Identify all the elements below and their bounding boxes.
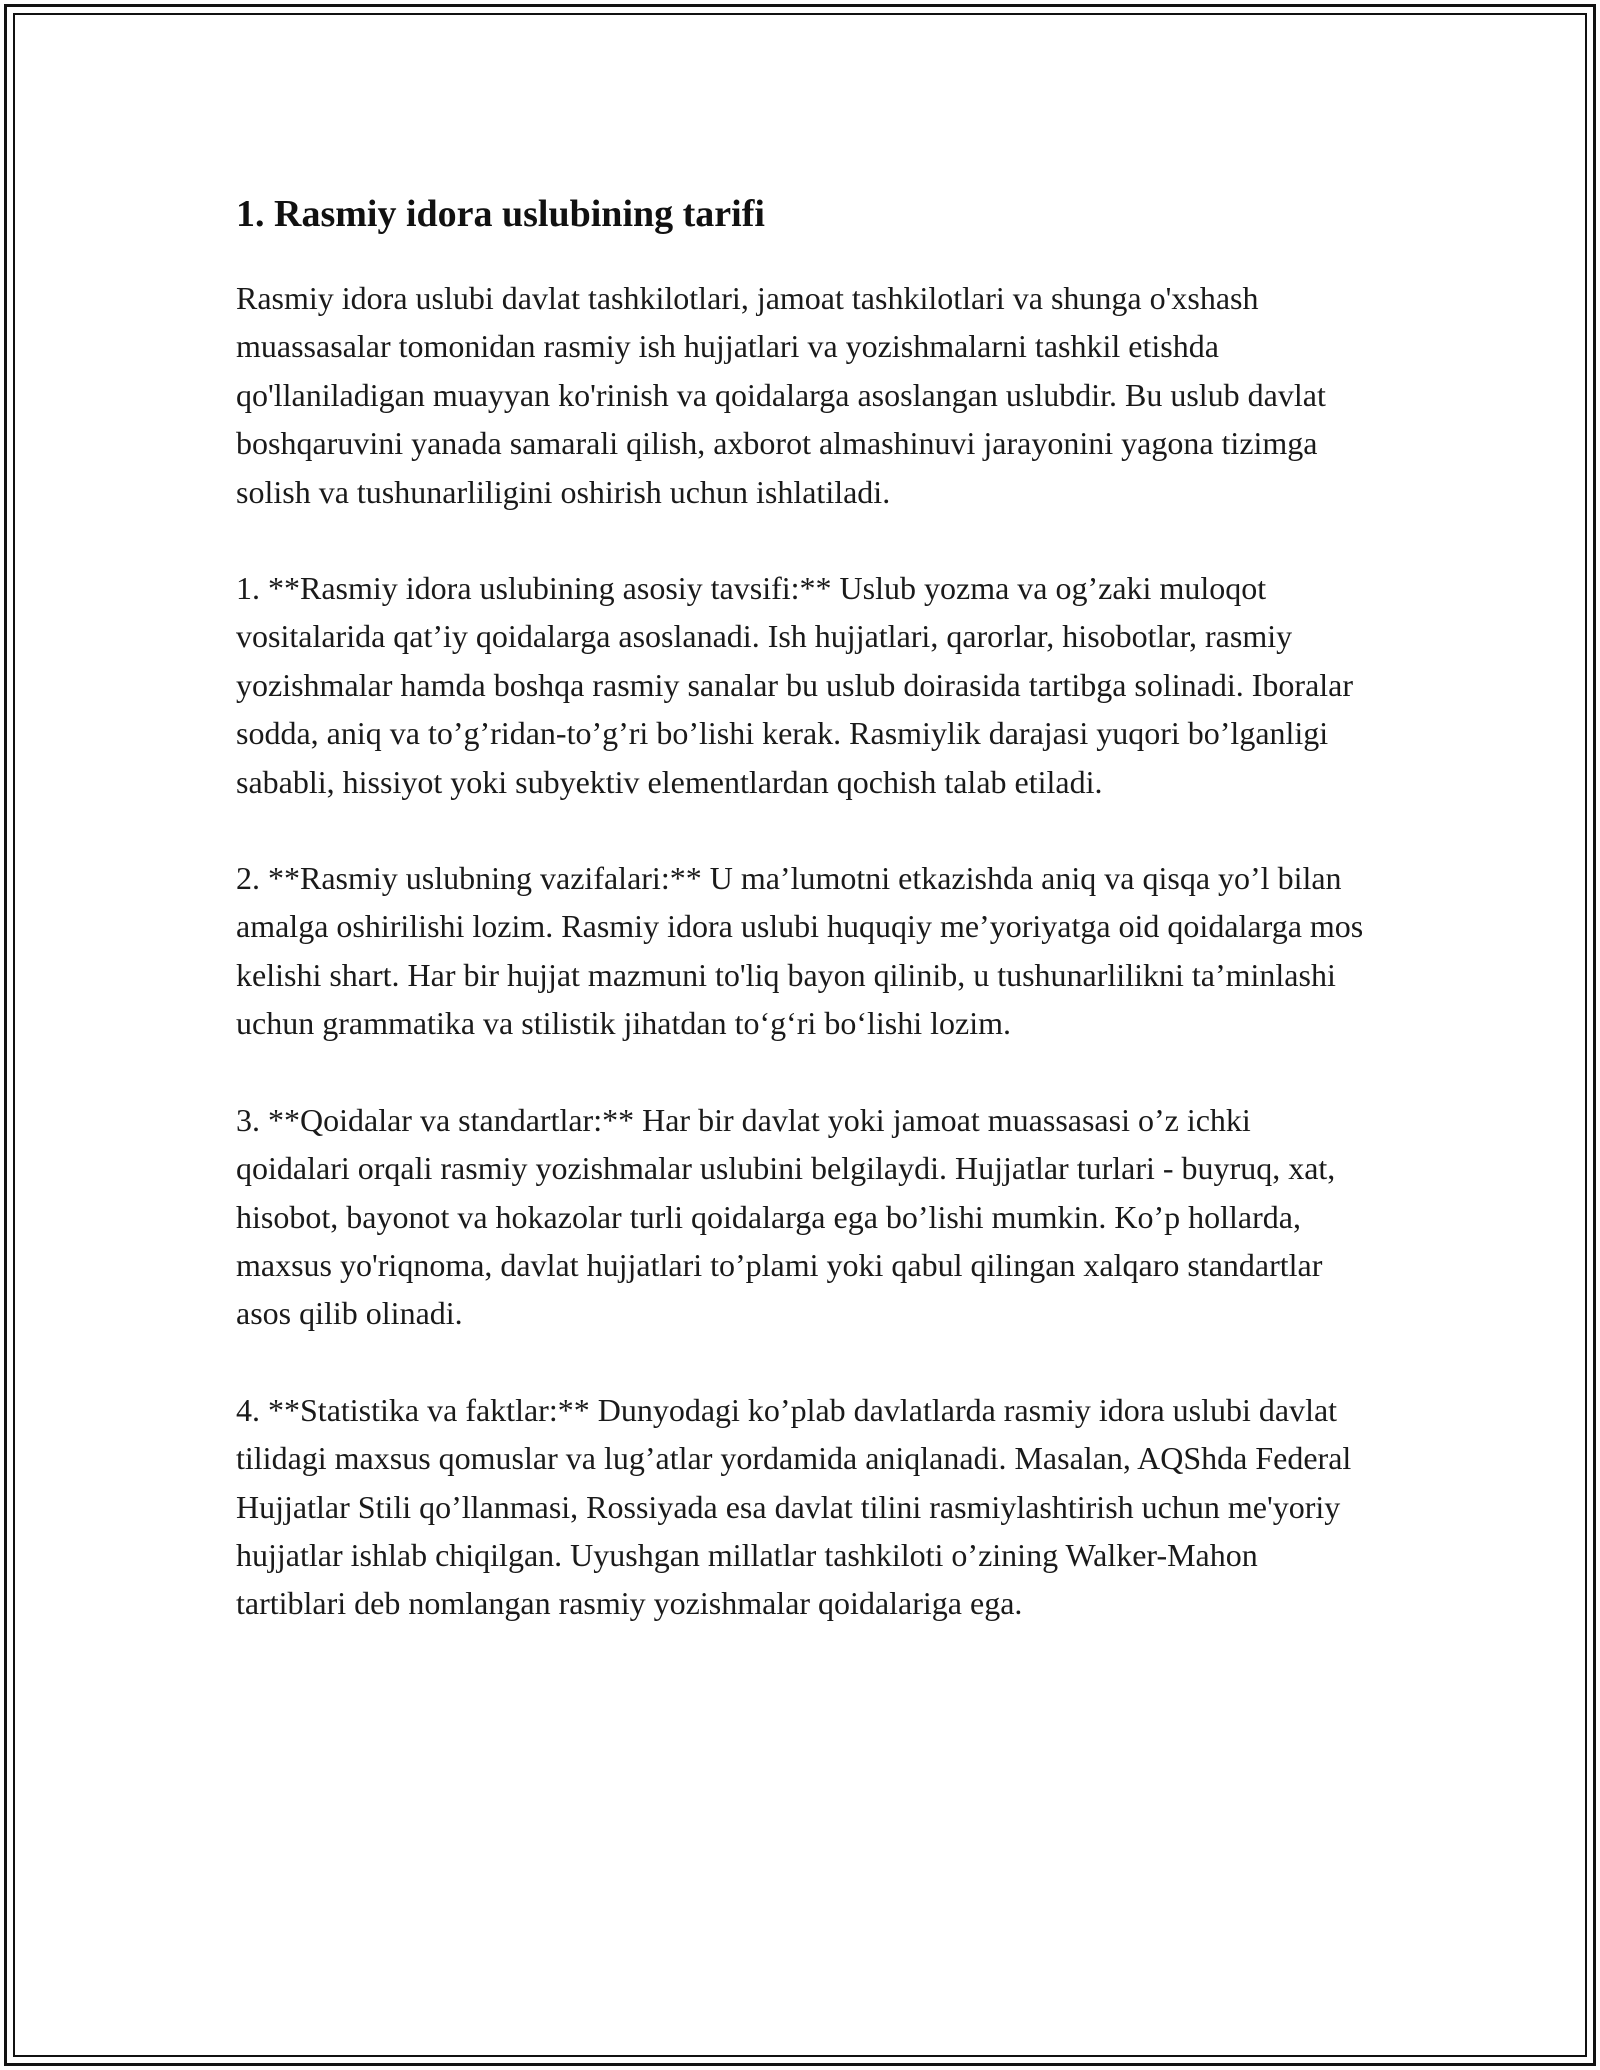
paragraph-item-4: 4. **Statistika va faktlar:** Dunyodagi ko’plab davlatlarda rasmiy idora uslubi davlat tilidagi maxsus qomuslar va lug’atlar yordamida aniqlanadi. Masalan, AQShda Federal Hujjatlar Stili qo’llanmasi, Rossiyada esa davlat tilini rasmiylashtirish uchun me'yoriy hujjatlar ishlab chiqilgan. Uyushgan millatlar tashkiloti o’zining Walker-Mahon tartiblari deb nomlangan rasmiy yozishmalar qoidalariga ega. — [236, 1391, 1352, 1622]
paragraph-intro: Rasmiy idora uslubi davlat tashkilotlari, jamoat tashkilotlari va shunga o'xshash muassasalar tomonidan rasmiy ish hujjatlari va yozishmalarni tashkil etishda qo'llaniladigan muayyan ko'rinish va qoidalarga asoslangan uslubdir. Bu uslub davlat boshqaruvini yanada samarali qilish, axborot almashinuvi jarayonini yagona tizimga solish va tushunarliligini oshirish uchun ishlatiladi. — [236, 280, 1326, 510]
paragraph-item-2: 2. **Rasmiy uslubning vazifalari:** U ma’lumotni etkazishda aniq va qisqa yo’l bilan amalga oshirilishi lozim. Rasmiy idora uslubi huquqiy me’yoriyatga oid qoidalarga mos kelishi shart. Har bir hujjat mazmuni to'liq bayon qilinib, u tushunarlilikni ta’minlashi uchun grammatika va stilistik jihatdan to‘g‘ri bo‘lishi lozim. — [236, 860, 1364, 1042]
document-title: 1. Rasmiy idora uslubining tarifi — [236, 193, 765, 235]
document-body — [236, 186, 1366, 1628]
paragraph-item-1: 1. **Rasmiy idora uslubining asosiy tavsifi:** Uslub yozma va og’zaki muloqot vositalarida qat’iy qoidalarga asoslanadi. Ish hujjatlari, qarorlar, hisobotlar, rasmiy yozishmalar hamda boshqa rasmiy sanalar bu uslub doirasida tartibga solinadi. Iboralar sodda, aniq va to’g’ridan-to’g’ri bo’lishi kerak. Rasmiylik darajasi yuqori bo’lganligi sababli, hissiyot yoki subyektiv elementlardan qochish talab etiladi. — [236, 570, 1354, 800]
paragraph-item-3: 3. **Qoidalar va standartlar:** Har bir davlat yoki jamoat muassasasi o’z ichki qoidalari orqali rasmiy yozishmalar uslubini belgilaydi. Hujjatlar turlari - buyruq, xat, hisobot, bayonot va hokazolar turli qoidalarga ega bo’lishi mumkin. Ko’p hollarda, maxsus yo'riqnoma, davlat hujjatlari to’plami yoki qabul qilingan xalqaro standartlar asos qilib olinadi. — [236, 1101, 1336, 1332]
